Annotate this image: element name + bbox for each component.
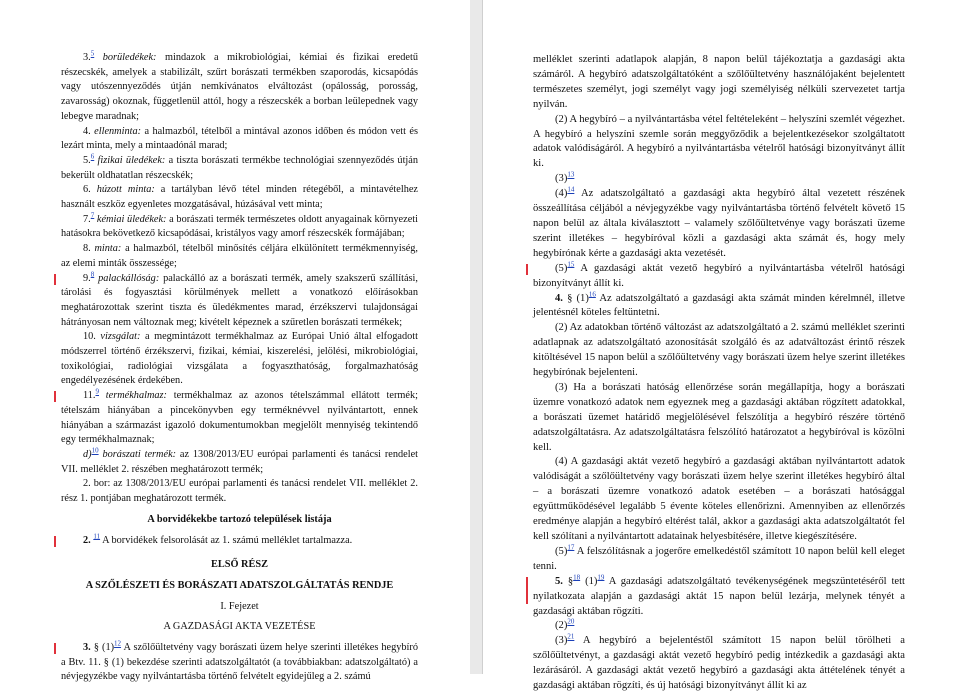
footnote-ref[interactable]: 15 xyxy=(567,260,575,269)
footnote-ref[interactable]: 13 xyxy=(567,170,575,179)
definition-text: a halmazból, tételből minősítés céljára elkülönített termékmennyiség, az elemi minták összessége; xyxy=(61,243,418,269)
right-column xyxy=(533,53,905,694)
definition-text: a borászati termék természetes oldott anyagainak környezeti hatásokra bekövetkező kicsapódásai, kristályos vagy amorf részecskék formájában; xyxy=(61,213,418,240)
chapter-title: A GAZDASÁGI AKTA VEZETÉSE xyxy=(163,621,316,633)
footnote-ref[interactable]: 18 xyxy=(573,573,581,582)
chapter-number: I. Fejezet xyxy=(220,600,259,612)
section-heading-list: A borvidékekbe tartozó települések listája xyxy=(147,513,332,525)
definition-text: a tartályban lévő tétel minden rétegéből, a mintavételhez használt eszköz egyenletes mozgatásával, húzásával vett minta; xyxy=(61,184,419,211)
definition-item xyxy=(61,154,418,183)
definition-item xyxy=(61,272,418,331)
footnote-ref[interactable]: 11 xyxy=(93,532,101,541)
definition-term: kémiai üledékek: xyxy=(96,213,167,225)
definition-number: 3. xyxy=(83,52,91,63)
left-page xyxy=(0,0,470,683)
paragraph-3-2: (2) A hegybíró – a nyilvántartásba vétel feltételeként – helyszíni szemlét végezhet. A hegybíró a helyszíni szemle során meggyőződik a bejelentkezésekor szolgáltatott adatok valódiságáról. A hegybíró a nyilvántartásba vételről hatósági bizonyítványt állít ki. xyxy=(533,113,905,170)
definition-text: a megmintázott termékhalmaz az Európai Unió által elfogadott módszerrel történő érzékszervi, fizikai, kémiai, kiszerelési, jelölési, mikrobiológiai, toxikológiai, radiológiai vizsgálata a fogyaszthatóság, forgalmazhatóság engedélyezésének érdekében. xyxy=(61,331,418,387)
paragraph-3-4: $(4)^{14}$ Az adatszolgáltató a gazdasági akta hegybíró által vezetett részének összeállítása céljából a névjegyzékbe vagy nyilvántartásba történő felvételt követő 15 napon belül az általa kiválasztott – valamely szőlőültetvénye vagy borászati üzeme szerint illetékes – hegybíróval közli a gazdasági akta számát és, hogy mely hegybírónak kérte a gazdasági akta vezetését. xyxy=(533,185,905,259)
definition-number: 10. xyxy=(83,331,96,343)
footnote-ref[interactable]: 9 xyxy=(95,387,99,396)
definition-number: 6. xyxy=(83,184,91,196)
definition-term: minta: xyxy=(94,243,122,255)
section-4-paragraph-3: (3) Ha a borászati hatóság ellenőrzése során megállapítja, hogy a borászati üzemre vonatkozó adatok nem egyeznek meg a gazdasági aktában rögzített adatokkal, a borászati üzemet határidő megjelölésével felszólítja a hegybíró részére történő adatszolgáltatásra. Az adatszolgáltatásra felszólító határozatot a hegybíróval is közölni kell. xyxy=(533,381,905,453)
paragraph-continued: melléklet szerinti adatlapok alapján, 8 napon belül tájékoztatja a gazdasági akta számáról. A hegybíró adatszolgáltatóként a szőlőültetvény használójaként bejelentett természetes személyt, jogi személyt vagy jogi személyiség nélküli szervezetet tartja nyilván. xyxy=(533,54,905,110)
definition-number: 5. xyxy=(83,154,91,166)
footnote-ref[interactable]: 16 xyxy=(588,289,596,298)
footnote-ref[interactable]: 6 xyxy=(90,152,95,161)
left-column xyxy=(61,51,418,685)
change-mark xyxy=(526,577,528,604)
change-mark xyxy=(54,274,56,285)
definition-term: ellenminta: xyxy=(94,125,142,137)
definition-term: fizikai üledékek: xyxy=(97,154,166,166)
definition-term: vizsgálat: xyxy=(100,331,141,343)
definition-number: 8. xyxy=(83,243,91,255)
section-5-paragraph-1: 5. §$^{18}$ $(1)^{19}$ A gazdasági adatszolgáltató tevékenységének megszüntetéséről tett nyilatkozata alapján a gazdasági aktát 15 napon belül lezárja, melynek tényét a gazdasági aktában rögzíti. xyxy=(533,575,905,620)
definition-term: borüledékek: xyxy=(102,52,157,63)
section-5-paragraph-2: $(2)^{20}$ xyxy=(555,617,575,632)
footnote-ref[interactable]: 17 xyxy=(567,543,575,552)
footnote-ref[interactable]: 20 xyxy=(567,617,575,626)
definition-d: d)$^{10}$ borászati termék: az 1308/2013/EU európai parlamenti és tanácsi rendelet VII. melléklet 2. részében meghatározott termék; xyxy=(61,446,419,475)
definition-item xyxy=(61,125,418,154)
definition-item xyxy=(61,51,418,125)
definition-text: palackálló az a borászati termék, amely szakszerű szállítási, tárolási és fogyasztási körülmények mellett a vonatkozó előírásokban meghatározottak szerint tiszta és üledékmentes marad, érzékszervi tulajdonságai hátrányosan nem változnak meg; kivételt képeznek a szűretlen borászati termékek; xyxy=(61,272,418,328)
section-4-paragraph-5: $(5)^{17}$ A felszólításnak a jogerőre emelkedéstől számított 10 napon belül kell eleget tenni. xyxy=(533,543,905,572)
definition-item xyxy=(61,213,418,242)
definition-11: 11.$^9$ termékhalmaz: termékhalmaz az azonos tételszámmal ellátott termék; tételszám hiányában a pincekönyvben egy terméknévvel nyilvántartott, ennek hiányában a származást igazoló dokumentumokban megjelölt mennyiség tekintendő egy termékhalmaznak; xyxy=(61,389,418,448)
section-4-paragraph-4: (4) A gazdasági aktát vezető hegybíró a gazdasági aktában nyilvántartott adatok valódiságát a szőlőültetvény vagy borászati üzem helye szerint illetékes hegybíró által – a borászati üzemre vonatkozó adatok esetében – a borászati hatósággal együttműködésével legalább 5 évente köteles ellenőrizni. Amennyiben az ellenőrzés eredménye alapján a hegybíró eltérést talál, akkor a gazdasági akta adatszolgáltatót fel kell szólítani a nyilvántartott adatainak helyesbítésére, illetve kiegészítésére. xyxy=(533,456,905,542)
footnote-ref[interactable]: 8 xyxy=(90,270,95,279)
definition-number: 4. xyxy=(83,125,91,137)
change-mark xyxy=(54,536,56,547)
definition-item xyxy=(61,330,418,389)
definition-item xyxy=(61,183,418,212)
definition-term: palackállóság: xyxy=(98,272,160,284)
section-4-paragraph-1: 4. § $(1)^{16}$ Az adatszolgáltató a gazdasági akta számát minden kérelmnél, illetve jelentésnél köteles feltüntetni. xyxy=(533,289,905,319)
definition-term: húzott minta: xyxy=(96,184,155,196)
definition-text: mindazok a mikrobiológiai, kémiai és fizikai eredetű részecskék, amelyek a stabilizált, szűrt borászati termékben szaporodás, kicsapódás vagy utószennyeződés útján nemkívánatos elváltozást (opálosság, porosság, zavarosság) okoznak, függetlenül attól, hogy a részecskék a borban leülepednek vagy lebegve maradnak; xyxy=(61,52,418,122)
section-4-paragraph-2: (2) Az adatokban történő változást az adatszolgáltató a 2. számú melléklet szerinti adatlapnak az adatszolgáltató azonosítását szolgáló és az adatváltozást érintő részek kitöltésével 15 napon belül a szőlőültetvény vagy borászati üzem helye szerint illetékes hegybírónak bejelenteni. xyxy=(533,322,905,379)
definition-number: 7. xyxy=(83,213,91,225)
footnote-ref[interactable]: 5 xyxy=(90,49,95,58)
change-mark xyxy=(54,643,56,654)
definition-list xyxy=(61,51,418,389)
definition-item xyxy=(61,242,418,271)
section-5-paragraph-3: $(3)^{21}$ A hegybíró a bejelentéstől számított 15 napon belül törölheti a szőlőültetvényt, a gazdasági aktát vezető hegybíró pedig intézkedik a gazdasági akta lezárásáról. A gazdasági aktát vezető hegybíró a gazdasági akta áttételének tényét a gazdasági aktában rögzíti, és új hatósági bizonyítványt állít ki az xyxy=(533,632,905,692)
definition-bor: 2. bor: az 1308/2013/EU európai parlamenti és tanácsi rendelet VII. melléklet 2. rész 1. pontjában meghatározott termék. xyxy=(61,478,418,505)
footnote-ref[interactable]: 21 xyxy=(567,632,575,641)
paragraph-3-3: $(3)^{13}$ xyxy=(555,170,575,185)
right-page xyxy=(482,0,953,692)
part-heading: ELSŐ RÉSZ xyxy=(211,559,268,571)
footnote-ref[interactable]: 12 xyxy=(114,639,122,648)
change-mark xyxy=(54,391,56,402)
paragraph-3-5: $(5)^{15}$ A gazdasági aktát vezető hegybíró a nyilvántartásba vételről hatósági bizonyítványt állít ki. xyxy=(533,262,905,292)
footnote-ref[interactable]: 19 xyxy=(597,573,605,582)
footnote-ref[interactable]: 7 xyxy=(90,211,95,220)
definition-number: 9. xyxy=(83,272,91,284)
definition-text: a tiszta borászati termékbe technológiai szennyeződés útján bekerült oldhatatlan részecskék; xyxy=(61,154,419,181)
footnote-ref[interactable]: 10 xyxy=(91,446,99,455)
section-3-paragraph: 3. § $(1)^{12}$ A szőlőültetvény vagy borászati üzem helye szerinti illetékes hegybíró a Btv. 11. § (1) bekezdése szerinti adatszolgáltatót (a továbbiakban: adatszolgáltató) a névjegyzékbe vagy nyilvántartásba történő felvételt egyidejűleg a 2. számú xyxy=(61,641,418,685)
definition-text: a halmazból, tételből a mintával azonos időben és módon vett és lezárt minta, mely a mintaadónál marad; xyxy=(61,125,418,152)
page-gutter xyxy=(470,0,482,674)
footnote-ref[interactable]: 14 xyxy=(567,185,575,194)
paragraph-2: 2. $^{11}$ A borvidékek felsorolását az 1. számú melléklet tartalmazza. xyxy=(61,534,418,549)
part-title: A SZŐLÉSZETI ÉS BORÁSZATI ADATSZOLGÁLTATÁS RENDJE xyxy=(85,579,394,591)
change-mark xyxy=(526,264,528,275)
